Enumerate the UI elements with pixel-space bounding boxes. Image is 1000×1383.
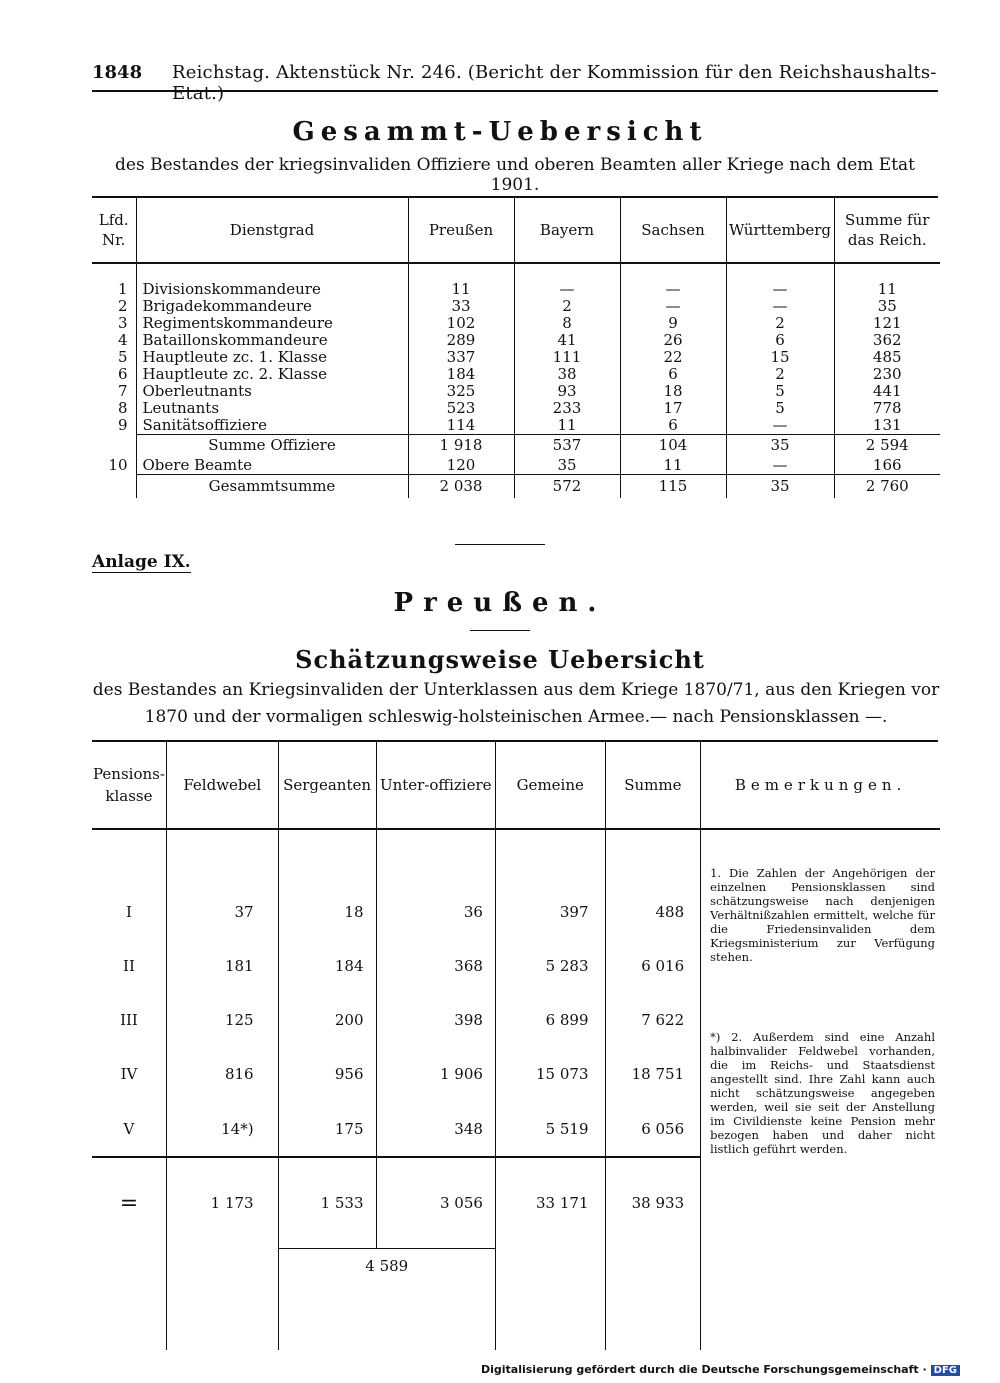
value-summe: 18 751	[605, 1047, 701, 1101]
col-header-total: Summe für das Reich.	[834, 198, 940, 263]
remark-1: 1. Die Zahlen der Angehörigen der einzelnen Pensionsklassen sind schätzungsweise nach denjenigen Verhältnißzahlen ermittelt, welche für die Friedensinvaliden dem Kriegsministerium zur Verfügung stehen.	[710, 866, 935, 964]
value-feldwebel: 181	[166, 939, 278, 993]
value-saxony: 18	[620, 383, 726, 400]
table1-header-row	[92, 198, 940, 263]
row-number: 3	[117, 314, 128, 332]
value-total: 131	[834, 417, 940, 435]
footer-text: Digitalisierung gefördert durch die Deutsche Forschungsgemeinschaft ·	[480, 1363, 927, 1376]
value-wuerttemberg: 15	[726, 349, 834, 366]
row-number: 5	[117, 348, 128, 366]
value-gemeine: 6 899	[495, 993, 605, 1047]
page-number: 1848	[92, 62, 143, 83]
value-gemeine: 397	[495, 885, 605, 939]
pension-class: V	[123, 1119, 135, 1138]
value-saxony: —	[620, 298, 726, 315]
value-saxony: —	[620, 281, 726, 298]
total-feldwebel: 1 173	[166, 1157, 278, 1248]
value-feldwebel: 14*)	[166, 1101, 278, 1157]
totals-equals-mark: =	[92, 1157, 166, 1248]
table2-header-row	[92, 742, 940, 829]
sum-officers-wuerttemberg: 35	[726, 435, 834, 457]
value-total: 778	[834, 400, 940, 417]
table2-title: Schätzungsweise Uebersicht	[295, 645, 705, 674]
footer-credit	[481, 1363, 960, 1376]
combined-total: 4 589	[278, 1248, 495, 1350]
table-row	[92, 298, 940, 315]
value-total: 121	[834, 315, 940, 332]
annex-label: Anlage IX.	[92, 552, 191, 572]
col-header-unteroffiziere: Unter-offiziere	[376, 742, 495, 829]
section-divider	[455, 544, 545, 545]
table2-subtitle	[92, 677, 940, 731]
value-bavaria: 111	[514, 349, 620, 366]
table-row	[92, 383, 940, 400]
pension-class: I	[125, 902, 132, 921]
value-prussia: 289	[408, 332, 514, 349]
totals-row	[92, 1157, 940, 1248]
table1	[92, 198, 940, 498]
value-wuerttemberg: 2	[726, 366, 834, 383]
total-summe: 38 933	[605, 1157, 701, 1248]
dfg-logo: DFG	[931, 1365, 960, 1376]
value-summe: 6 016	[605, 939, 701, 993]
value-saxony: 22	[620, 349, 726, 366]
row-number: 8	[117, 399, 128, 417]
value-unteroffiziere: 1 906	[376, 1047, 495, 1101]
value-feldwebel: 816	[166, 1047, 278, 1101]
value-unteroffiziere: 348	[376, 1101, 495, 1157]
value-summe: 488	[605, 885, 701, 939]
table2-subtitle-line2: 1870 und der vormaligen schleswig-holsteinischen Armee.— nach Pensionsklassen —.	[144, 707, 888, 727]
col-header-prussia: Preußen	[408, 198, 514, 263]
row-number: 7	[117, 382, 128, 400]
rank-name: Divisionskommandeure	[136, 281, 408, 298]
sum-officers-bavaria: 537	[514, 435, 620, 457]
col-header-feldwebel: Feldwebel	[166, 742, 278, 829]
value-saxony: 17	[620, 400, 726, 417]
table-row	[92, 315, 940, 332]
row-number: 6	[117, 365, 128, 383]
value-bavaria: 38	[514, 366, 620, 383]
table2	[92, 742, 940, 1350]
col-header-bavaria: Bayern	[514, 198, 620, 263]
value-prussia: 337	[408, 349, 514, 366]
table2-subtitle-line1: des Bestandes an Kriegsinvaliden der Unterklassen aus dem Kriege 1870/71, aus den Kriegen vor	[92, 680, 940, 700]
table-row	[92, 332, 940, 349]
pension-class: IV	[120, 1065, 138, 1084]
pension-class: III	[120, 1011, 138, 1030]
table-row	[92, 349, 940, 366]
value-wuerttemberg: 6	[726, 332, 834, 349]
rank-name: Brigadekommandeure	[136, 298, 408, 315]
col-header-klasse: Pensions-klasse	[92, 742, 166, 829]
running-title: Reichstag. Aktenstück Nr. 246. (Bericht der Kommission für den Reichshaushalts-Etat.)	[172, 62, 937, 104]
value-saxony: 26	[620, 332, 726, 349]
table-row	[92, 457, 940, 475]
rank-name: Sanitätsoffiziere	[136, 417, 408, 435]
grand-total-label: Gesammtsumme	[136, 474, 408, 498]
rank-name: Oberleutnants	[136, 383, 408, 400]
rank-name: Regimentskommandeure	[136, 315, 408, 332]
grand-total-wuerttemberg: 35	[726, 474, 834, 498]
total-gemeine: 33 171	[495, 1157, 605, 1248]
value-total: 362	[834, 332, 940, 349]
value-sergeanten: 18	[278, 885, 376, 939]
total-sergeanten: 1 533	[278, 1157, 376, 1248]
value-bavaria: 8	[514, 315, 620, 332]
value-prussia: 184	[408, 366, 514, 383]
value-bavaria: 41	[514, 332, 620, 349]
grand-total-saxony: 115	[620, 474, 726, 498]
sum-officers-prussia: 1 918	[408, 435, 514, 457]
col-header-wuerttemberg: Württemberg	[726, 198, 834, 263]
value-saxony: 6	[620, 417, 726, 435]
rank-name: Hauptleute zc. 1. Klasse	[136, 349, 408, 366]
value-total: 230	[834, 366, 940, 383]
value-saxony: 11	[620, 457, 726, 475]
value-prussia: 120	[408, 457, 514, 475]
value-prussia: 114	[408, 417, 514, 435]
value-bavaria: 233	[514, 400, 620, 417]
pension-class: II	[123, 956, 135, 975]
table-row	[92, 366, 940, 383]
title-divider	[470, 630, 530, 631]
sum-officers-label: Summe Offiziere	[136, 435, 408, 457]
rank-name: Obere Beamte	[136, 457, 408, 475]
sum-officers-row	[92, 435, 940, 457]
grand-total-total: 2 760	[834, 474, 940, 498]
value-wuerttemberg: —	[726, 417, 834, 435]
value-saxony: 6	[620, 366, 726, 383]
row-number: 9	[117, 416, 128, 435]
grand-total-prussia: 2 038	[408, 474, 514, 498]
col-header-gemeine: Gemeine	[495, 742, 605, 829]
page-header	[92, 62, 938, 104]
value-bavaria: 35	[514, 457, 620, 475]
col-header-saxony: Sachsen	[620, 198, 726, 263]
value-prussia: 33	[408, 298, 514, 315]
table-row	[92, 281, 940, 298]
row-number: 4	[117, 331, 128, 349]
remark-2: *) 2. Außerdem sind eine Anzahl halbinvalider Feldwebel vorhanden, die im Reichs- und Staatsdienst angestellt sind. Ihre Zahl kann auch nicht schätzungsweise angegeben werden, weil sie seit der Anstellung im Civildienste keine Pension mehr bezogen haben und daher nicht listlich geführt werden.	[710, 1030, 935, 1156]
value-bavaria: 2	[514, 298, 620, 315]
value-sergeanten: 956	[278, 1047, 376, 1101]
section-title: Preußen.	[393, 588, 607, 618]
value-unteroffiziere: 36	[376, 885, 495, 939]
col-header-nr: Lfd. Nr.	[92, 198, 136, 263]
row-number: 2	[117, 297, 128, 315]
value-sergeanten: 184	[278, 939, 376, 993]
table1-title: Gesammt-Uebersicht	[292, 117, 708, 147]
table-row	[92, 400, 940, 417]
value-feldwebel: 37	[166, 885, 278, 939]
table-row	[92, 417, 940, 435]
value-bavaria: 93	[514, 383, 620, 400]
value-wuerttemberg: 5	[726, 383, 834, 400]
value-sergeanten: 200	[278, 993, 376, 1047]
value-total: 166	[834, 457, 940, 475]
row-number: 1	[117, 280, 128, 298]
value-wuerttemberg: 5	[726, 400, 834, 417]
row-number: 10	[108, 455, 128, 474]
value-saxony: 9	[620, 315, 726, 332]
rank-name: Bataillonskommandeure	[136, 332, 408, 349]
value-prussia: 325	[408, 383, 514, 400]
col-header-rank: Dienstgrad	[136, 198, 408, 263]
value-unteroffiziere: 368	[376, 939, 495, 993]
header-rule	[92, 90, 938, 92]
total-unteroffiziere: 3 056	[376, 1157, 495, 1248]
value-feldwebel: 125	[166, 993, 278, 1047]
value-total: 11	[834, 281, 940, 298]
grand-total-bavaria: 572	[514, 474, 620, 498]
value-gemeine: 5 283	[495, 939, 605, 993]
col-header-summe: Summe	[605, 742, 701, 829]
value-wuerttemberg: 2	[726, 315, 834, 332]
value-wuerttemberg: —	[726, 457, 834, 475]
rank-name: Leutnants	[136, 400, 408, 417]
value-summe: 7 622	[605, 993, 701, 1047]
value-prussia: 11	[408, 281, 514, 298]
sum-officers-total: 2 594	[834, 435, 940, 457]
col-header-bemerkungen: Bemerkungen.	[701, 742, 940, 829]
value-total: 35	[834, 298, 940, 315]
value-prussia: 523	[408, 400, 514, 417]
value-gemeine: 5 519	[495, 1101, 605, 1157]
value-prussia: 102	[408, 315, 514, 332]
value-summe: 6 056	[605, 1101, 701, 1157]
value-sergeanten: 175	[278, 1101, 376, 1157]
table1-subtitle: des Bestandes der kriegsinvaliden Offiziere und oberen Beamten aller Kriege nach dem Etat 1901.	[115, 155, 915, 195]
value-total: 441	[834, 383, 940, 400]
col-header-sergeanten: Sergeanten	[278, 742, 376, 829]
combined-total-row	[92, 1248, 940, 1350]
value-wuerttemberg: —	[726, 281, 834, 298]
value-unteroffiziere: 398	[376, 993, 495, 1047]
value-wuerttemberg: —	[726, 298, 834, 315]
grand-total-row	[92, 474, 940, 498]
value-bavaria: 11	[514, 417, 620, 435]
value-gemeine: 15 073	[495, 1047, 605, 1101]
value-total: 485	[834, 349, 940, 366]
value-bavaria: —	[514, 281, 620, 298]
rank-name: Hauptleute zc. 2. Klasse	[136, 366, 408, 383]
sum-officers-saxony: 104	[620, 435, 726, 457]
